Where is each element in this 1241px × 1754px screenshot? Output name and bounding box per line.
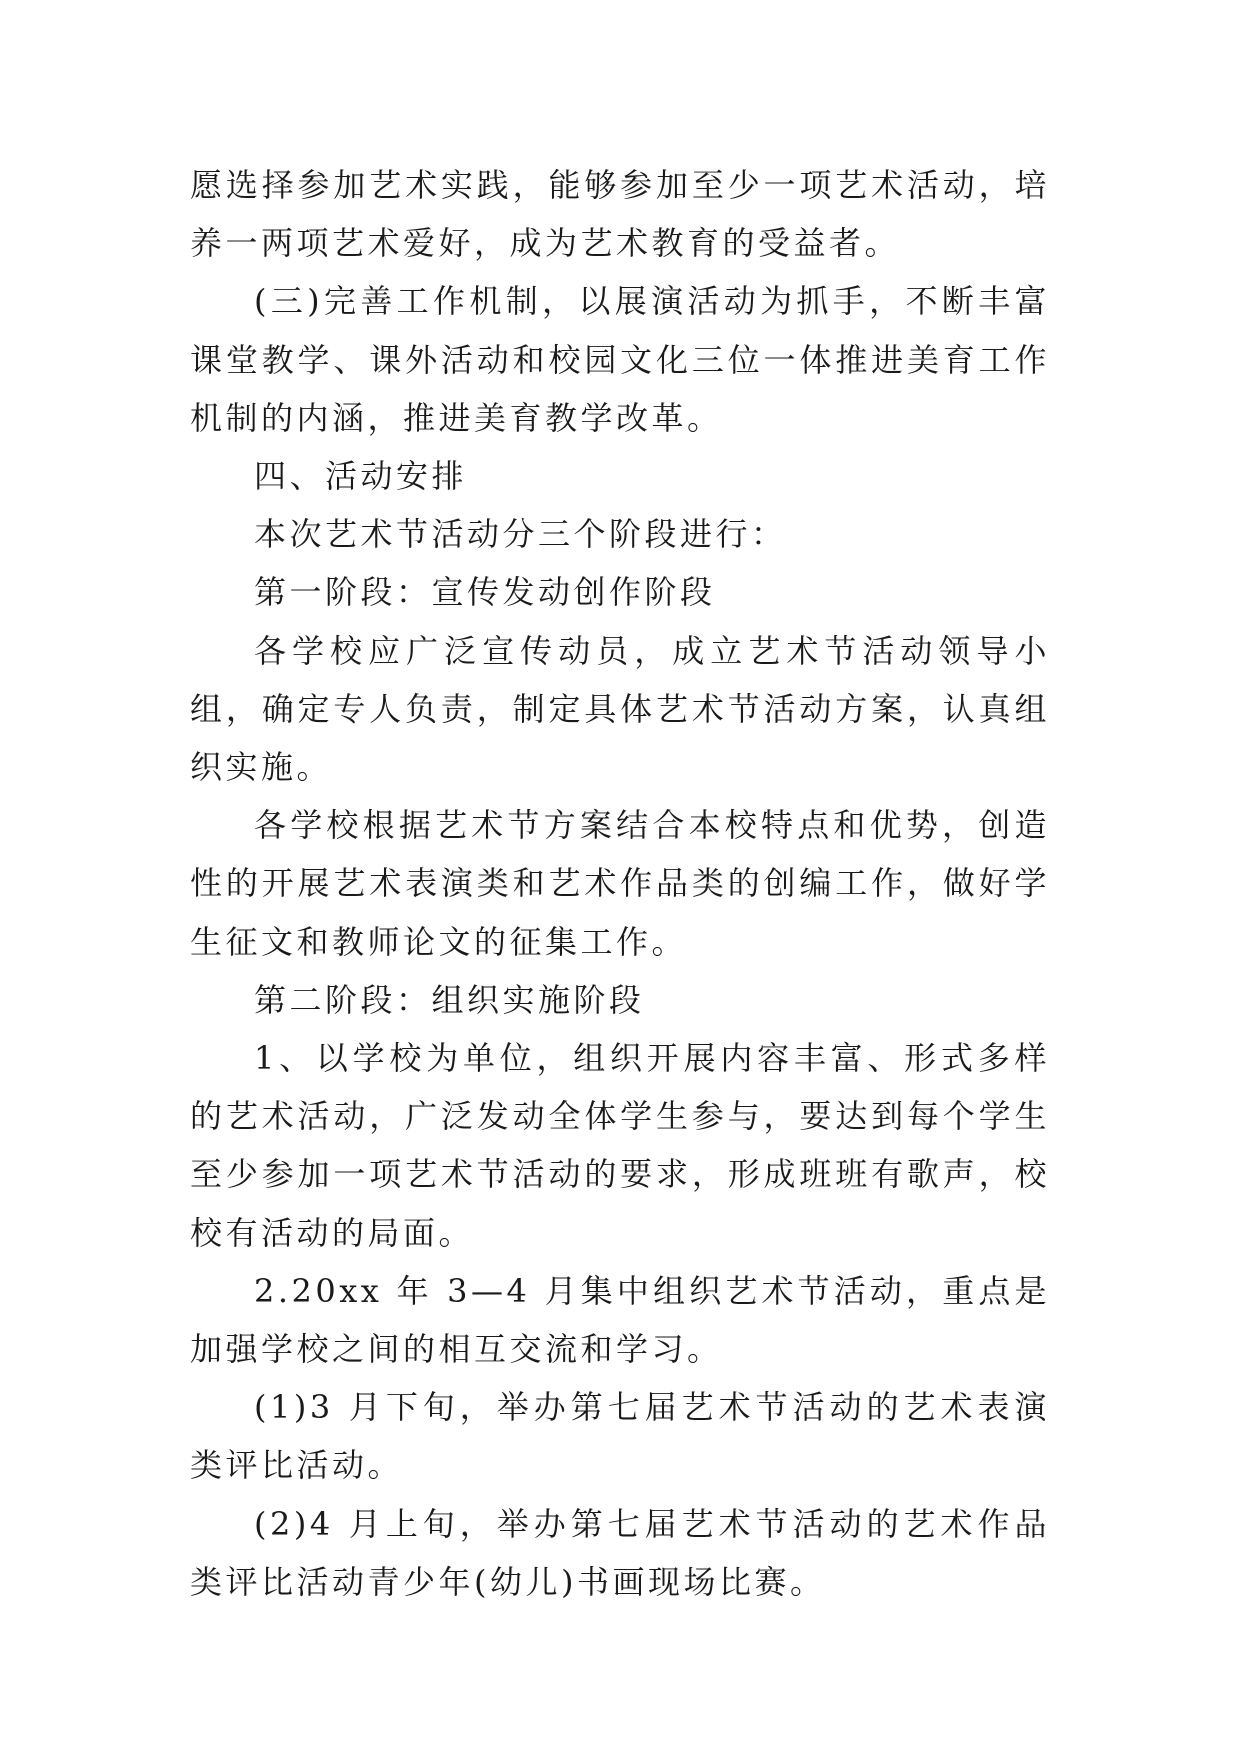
document-body [190, 156, 1050, 1611]
paragraph-sub-item-1: (1)3 月下旬，举办第七届艺术节活动的艺术表演类评比活动。 [190, 1388, 1050, 1485]
paragraph-stage-one-mobilization: 各学校应广泛宣传动员，成立艺术节活动领导小组，确定专人负责，制定具体艺术节活动方案，认真组织实施。 [190, 631, 1050, 787]
paragraph-work-mechanism: (三)完善工作机制，以展演活动为抓手，不断丰富课堂教学、课外活动和校园文化三位一体推进美育工作机制的内涵，推进美育教学改革。 [190, 282, 1050, 437]
paragraph-stage-one-creation: 各学校根据艺术节方案结合本校特点和优势，创造性的开展艺术表演类和艺术作品类的创编工作，做好学生征文和教师论文的征集工作。 [190, 806, 1050, 961]
paragraph-three-stages: 本次艺术节活动分三个阶段进行： [254, 515, 787, 554]
paragraph-continued-intro: 愿选择参加艺术实践，能够参加至少一项艺术活动，培养一两项艺术爱好，成为艺术教育的受益者。 [190, 166, 1050, 263]
stage-two-heading: 第二阶段：组织实施阶段 [254, 980, 645, 1019]
stage-one-heading: 第一阶段：宣传发动创作阶段 [254, 573, 716, 612]
paragraph-sub-item-2: (2)4 月上旬，举办第七届艺术节活动的艺术作品类评比活动青少年(幼儿)书画现场比赛。 [190, 1504, 1050, 1601]
paragraph-stage-two-item-2: 2.20xx 年 3—4 月集中组织艺术节活动，重点是加强学校之间的相互交流和学习。 [190, 1271, 1050, 1369]
section-heading-activity-arrangement: 四、活动安排 [254, 457, 468, 496]
paragraph-stage-two-item-1: 1、以学校为单位，组织开展内容丰富、形式多样的艺术活动，广泛发动全体学生参与，要达到每个学生至少参加一项艺术节活动的要求，形成班班有歌声，校校有活动的局面。 [190, 1039, 1050, 1252]
